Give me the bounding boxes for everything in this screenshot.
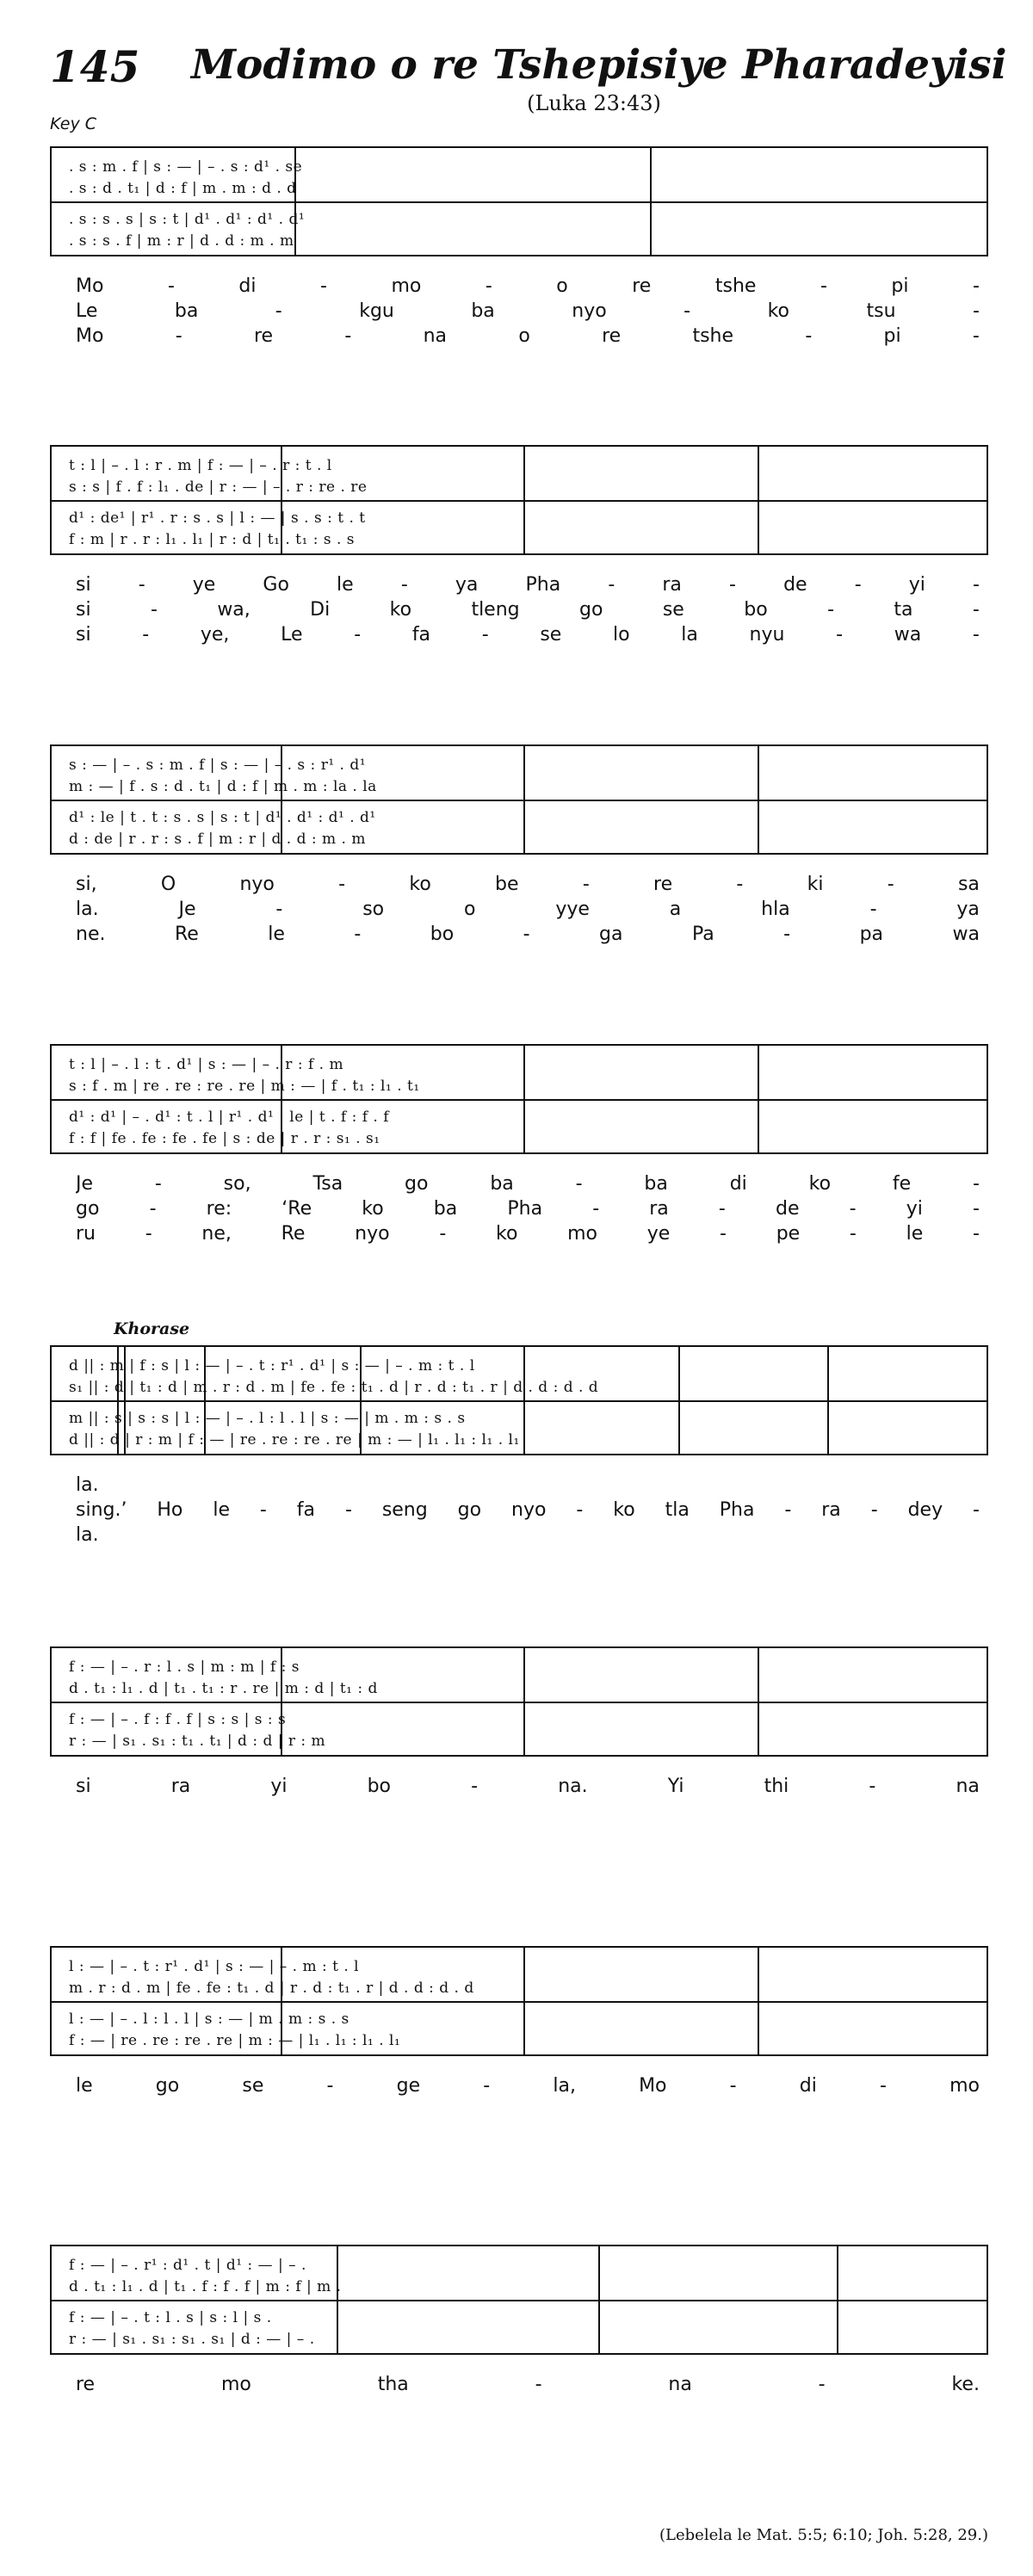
soprano-line: s : — | – . s : m . f | s : — | – . s : r¹ . d¹ xyxy=(69,757,367,774)
lyric-syllable: ya xyxy=(956,899,980,920)
lyric-syllable: ye xyxy=(646,1223,671,1245)
lyric-syllable: ra xyxy=(662,574,682,596)
lyric-verse-3 xyxy=(76,325,980,349)
lyric-syllable: se xyxy=(662,599,684,621)
staff-divider xyxy=(52,800,987,801)
lyric-syllable: ko xyxy=(409,874,431,895)
lyric-syllable: - xyxy=(729,574,736,596)
lyric-syllable: ye xyxy=(192,574,216,596)
lyric-syllable: O xyxy=(160,874,176,895)
bass-line: f : — | re . re : re . re | m : — | l₁ . l₁ : l₁ . l₁ xyxy=(69,2032,401,2049)
lyric-syllable: - xyxy=(149,1198,157,1220)
lyric-syllable: ra xyxy=(170,1776,191,1797)
lyric-syllable: ko xyxy=(495,1223,518,1245)
lyric-syllable: yi xyxy=(270,1776,288,1797)
lyric-syllable: - xyxy=(344,325,352,347)
tenor-line: f : — | – . t : l . s | s : l | s . xyxy=(69,2309,272,2326)
lyric-syllable: fa xyxy=(411,624,431,646)
lyric-syllable: - xyxy=(319,275,327,297)
lyric-syllable: ra xyxy=(821,1499,841,1521)
lyric-syllable: Le xyxy=(281,624,303,646)
lyric-syllable: na xyxy=(423,325,448,347)
lyric-syllable: hla xyxy=(761,899,790,920)
lyric-verse-1 xyxy=(76,574,980,598)
lyric-syllable: - xyxy=(275,300,282,322)
lyric-syllable: le xyxy=(906,1223,924,1245)
sol-fa-system-4 xyxy=(50,1044,988,1154)
lyric-syllable: di xyxy=(799,2075,817,2097)
lyric-syllable: - xyxy=(481,624,489,646)
lyric-syllable: - xyxy=(972,325,980,347)
lyric-verse-1 xyxy=(76,1173,980,1197)
alto-line: m . r : d . m | fe . fe : t₁ . d | r . d : t₁ . r | d . d : d . d xyxy=(69,1980,474,1997)
lyric-syllable: - xyxy=(326,2075,334,2097)
lyric-verse-2 xyxy=(76,1198,980,1222)
lyric-verse-1 xyxy=(76,874,980,898)
lyric-syllable: nyu xyxy=(749,624,785,646)
soprano-line: . s : m . f | s : — | – . s : d¹ . se xyxy=(69,158,303,176)
lyrics-block-3 xyxy=(50,874,988,957)
scripture-reference: (Luka 23:43) xyxy=(527,91,661,115)
lyric-syllable: tleng xyxy=(471,599,520,621)
alto-line: d . t₁ : l₁ . d | t₁ . f : f . f | m : f | m . xyxy=(69,2278,342,2295)
lyric-syllable: ko xyxy=(613,1499,635,1521)
key-signature: Key C xyxy=(50,114,97,133)
lyric-syllable: nyo xyxy=(355,1223,390,1245)
lyric-syllable: Ho xyxy=(157,1499,183,1521)
lyric-syllable: le xyxy=(213,1499,230,1521)
lyrics-block-7 xyxy=(50,2075,988,2109)
lyric-syllable: ko xyxy=(389,599,412,621)
lyric-syllable: - xyxy=(523,924,530,945)
lyric-syllable: - xyxy=(138,574,145,596)
lyric-syllable: ba xyxy=(490,1173,514,1195)
lyric-syllable: o xyxy=(518,325,530,347)
lyric-syllable: - xyxy=(582,874,590,895)
sol-fa-system-6 xyxy=(50,1646,988,1757)
lyric-syllable: si, xyxy=(76,874,97,895)
lyric-syllable: - xyxy=(736,874,744,895)
bass-line: f : f | fe . fe : fe . fe | s : de | r . r : s₁ . s₁ xyxy=(69,1130,380,1147)
lyric-syllable: pa xyxy=(859,924,884,945)
lyric-syllable: - xyxy=(972,599,980,621)
staff-divider xyxy=(52,1099,987,1101)
lyric-syllable: - xyxy=(142,624,150,646)
lyric-syllable: so, xyxy=(223,1173,251,1195)
lyric-syllable: bo xyxy=(430,924,455,945)
lyric-syllable: la. xyxy=(76,1524,99,1546)
alto-line: d . t₁ : l₁ . d | t₁ . t₁ : r . re | m : d | t₁ : d xyxy=(69,1680,378,1697)
lyric-syllable: - xyxy=(784,1499,792,1521)
sol-fa-system-2 xyxy=(50,445,988,555)
lyric-syllable: tsu xyxy=(866,300,896,322)
lyric-syllable: nyo xyxy=(511,1499,547,1521)
staff-divider xyxy=(52,1702,987,1703)
lyric-syllable: - xyxy=(973,574,980,596)
lyric-syllable: go xyxy=(76,1198,100,1220)
lyric-syllable: yi xyxy=(906,1198,923,1220)
lyric-syllable: o xyxy=(464,899,476,920)
lyric-syllable: tshe xyxy=(714,275,757,297)
lyric-syllable: kgu xyxy=(359,300,394,322)
lyric-verse-1 xyxy=(76,1474,980,1498)
lyric-syllable: ya xyxy=(455,574,479,596)
bass-line: f : m | r . r : l₁ . l₁ | r : d | t₁ . t₁ : s . s xyxy=(69,531,356,548)
lyric-syllable: ba xyxy=(433,1198,458,1220)
lyrics-block-8 xyxy=(50,2374,988,2407)
lyric-syllable: bo xyxy=(744,599,768,621)
lyric-syllable: - xyxy=(354,924,362,945)
soprano-line: d || : m | f : s | l : — | – . t : r¹ . d¹ | s : — | – . m : t . l xyxy=(69,1357,475,1374)
lyric-syllable: - xyxy=(972,624,980,646)
lyric-syllable: re xyxy=(632,275,652,297)
lyrics-block-4 xyxy=(50,1173,988,1257)
lyric-syllable: ba xyxy=(471,300,495,322)
staff-divider xyxy=(52,500,987,502)
lyric-syllable: wa xyxy=(952,924,980,945)
lyric-syllable: nyo xyxy=(572,300,607,322)
lyric-syllable: - xyxy=(150,599,158,621)
lyric-syllable: ke. xyxy=(951,2374,980,2395)
lyric-syllable: wa xyxy=(894,624,922,646)
lyrics-block-6 xyxy=(50,1776,988,1809)
soprano-line: t : l | – . l : t . d¹ | s : — | – . r : f . m xyxy=(69,1056,344,1073)
sol-fa-system-3 xyxy=(50,744,988,855)
lyric-syllable: - xyxy=(805,325,813,347)
lyric-syllable: - xyxy=(535,2374,542,2395)
lyric-syllable: so xyxy=(362,899,385,920)
lyric-syllable: - xyxy=(485,275,492,297)
lyric-syllable: - xyxy=(576,1499,584,1521)
lyric-syllable: na xyxy=(956,1776,980,1797)
bass-line: r : — | s₁ . s₁ : t₁ . t₁ | d : d | r : m xyxy=(69,1733,326,1750)
lyric-syllable: Di xyxy=(310,599,331,621)
lyric-syllable: re xyxy=(602,325,622,347)
lyric-syllable: - xyxy=(167,275,175,297)
soprano-line: f : — | – . r¹ : d¹ . t | d¹ : — | – . xyxy=(69,2257,306,2274)
lyric-syllable: la xyxy=(681,624,698,646)
lyric-syllable: - xyxy=(836,624,844,646)
lyric-syllable: le xyxy=(268,924,285,945)
soprano-line: t : l | – . l : r . m | f : — | – . r : t . l xyxy=(69,457,332,474)
lyric-syllable: - xyxy=(575,1173,583,1195)
lyric-syllable: si xyxy=(76,624,91,646)
staff-divider xyxy=(52,201,987,203)
lyrics-block-1 xyxy=(50,275,988,359)
staff-divider xyxy=(52,2300,987,2301)
lyric-syllable: Mo xyxy=(639,2075,667,2097)
lyric-syllable: le xyxy=(76,2075,93,2097)
tenor-line: f : — | – . f : f . f | s : s | s : s xyxy=(69,1711,287,1728)
lyric-syllable: ge xyxy=(396,2075,421,2097)
lyric-syllable: sa xyxy=(957,874,980,895)
hymn-number: 145 xyxy=(50,41,140,92)
lyric-syllable: thi xyxy=(764,1776,789,1797)
lyric-syllable: - xyxy=(973,1173,980,1195)
lyric-verse-2 xyxy=(76,599,980,623)
tenor-line: d¹ : le | t . t : s . s | s : t | d¹ . d¹ : d¹ . d¹ xyxy=(69,809,376,826)
lyric-verse-3 xyxy=(76,624,980,648)
lyric-syllable: - xyxy=(729,2075,737,2097)
lyric-syllable: le xyxy=(337,574,354,596)
lyric-syllable: - xyxy=(592,1198,600,1220)
lyric-syllable: - xyxy=(972,1223,980,1245)
lyric-verse-2 xyxy=(76,1499,980,1523)
lyric-syllable: Pha xyxy=(525,574,561,596)
lyric-syllable: mo xyxy=(949,2075,980,2097)
lyric-syllable: - xyxy=(259,1499,267,1521)
lyric-verse-1 xyxy=(76,1776,980,1800)
lyric-syllable: re xyxy=(653,874,673,895)
lyric-syllable: - xyxy=(854,574,862,596)
lyric-syllable: Mo xyxy=(76,325,104,347)
alto-line: s : s | f . f : l₁ . de | r : — | – . r : re . re xyxy=(69,479,368,496)
lyric-syllable: nyo xyxy=(239,874,275,895)
lyric-syllable: Mo xyxy=(76,275,104,297)
lyric-syllable: se xyxy=(540,624,562,646)
lyric-syllable: - xyxy=(887,874,894,895)
lyric-syllable: - xyxy=(849,1223,857,1245)
lyric-syllable: - xyxy=(720,1223,727,1245)
lyric-syllable: - xyxy=(869,899,877,920)
lyric-syllable: - xyxy=(275,899,283,920)
lyric-verse-1 xyxy=(76,2075,980,2099)
bass-line: . s : s . f | m : r | d . d : m . m xyxy=(69,232,294,250)
lyric-syllable: mo xyxy=(220,2374,251,2395)
lyric-syllable: sing.’ xyxy=(76,1499,127,1521)
lyric-syllable: - xyxy=(684,300,691,322)
lyric-verse-1 xyxy=(76,2374,980,2398)
staff-divider xyxy=(52,2001,987,2003)
tenor-line: . s : s . s | s : t | d¹ . d¹ : d¹ . d¹ xyxy=(69,211,306,228)
lyric-syllable: - xyxy=(870,1499,878,1521)
lyric-syllable: re: xyxy=(206,1198,232,1220)
lyric-syllable: - xyxy=(820,275,827,297)
lyric-syllable: lo xyxy=(613,624,630,646)
lyric-syllable: ko xyxy=(767,300,790,322)
lyric-verse-3 xyxy=(76,1223,980,1247)
lyric-syllable: ki xyxy=(807,874,824,895)
lyric-syllable: la, xyxy=(553,2075,576,2097)
sol-fa-system-8 xyxy=(50,2245,988,2355)
lyric-syllable: ba xyxy=(174,300,199,322)
lyric-syllable: - xyxy=(344,1499,352,1521)
lyrics-block-2 xyxy=(50,574,988,658)
lyric-syllable: ga xyxy=(599,924,623,945)
lyric-syllable: go xyxy=(405,1173,429,1195)
lyric-syllable: ye, xyxy=(200,624,230,646)
lyric-syllable: ta xyxy=(894,599,913,621)
lyric-syllable: - xyxy=(972,275,980,297)
lyric-syllable: mo xyxy=(567,1223,598,1245)
lyric-syllable: - xyxy=(145,1223,152,1245)
lyric-syllable: fa xyxy=(296,1499,316,1521)
lyric-syllable: - xyxy=(827,599,835,621)
lyric-syllable: pe xyxy=(776,1223,801,1245)
lyric-verse-3 xyxy=(76,1524,980,1548)
staff-divider xyxy=(52,1400,987,1402)
alto-line: . s : d . t₁ | d : f | m . m : d . d xyxy=(69,180,297,197)
lyric-syllable: la. xyxy=(76,899,99,920)
tenor-line: d¹ : de¹ | r¹ . r : s . s | l : — | s . s : t . t xyxy=(69,510,366,527)
lyric-syllable: Go xyxy=(263,574,289,596)
tenor-line: m || : s | s : s | l : — | – . l : l . l | s : — | m . m : s . s xyxy=(69,1410,466,1427)
lyric-syllable: na. xyxy=(558,1776,588,1797)
lyric-verse-2 xyxy=(76,300,980,324)
lyric-syllable: - xyxy=(354,624,362,646)
lyric-syllable: ko xyxy=(362,1198,384,1220)
lyric-syllable: Je xyxy=(178,899,196,920)
tenor-line: d¹ : d¹ | – . d¹ : t . l | r¹ . d¹ : le | t . f : f . f xyxy=(69,1109,390,1126)
lyric-syllable: bo xyxy=(367,1776,392,1797)
lyric-syllable: - xyxy=(483,2075,491,2097)
lyric-syllable: Tsa xyxy=(312,1173,343,1195)
bass-line: d || : d | r : m | f : — | re . re : re . re | m : — | l₁ . l₁ : l₁ . l₁ xyxy=(69,1431,520,1449)
bass-line: d : de | r . r : s . f | m : r | d . d : m . m xyxy=(69,831,366,848)
lyric-syllable: Re xyxy=(281,1223,306,1245)
lyric-syllable: di xyxy=(729,1173,747,1195)
lyric-syllable: si xyxy=(76,599,91,621)
lyric-syllable: de xyxy=(783,574,807,596)
lyric-syllable: wa, xyxy=(217,599,251,621)
lyric-syllable: - xyxy=(972,1198,980,1220)
lyric-syllable: ba xyxy=(644,1173,668,1195)
lyric-syllable: - xyxy=(608,574,615,596)
lyric-syllable: tla xyxy=(665,1499,690,1521)
lyric-syllable: Yi xyxy=(667,1776,684,1797)
lyric-syllable: go xyxy=(457,1499,482,1521)
sol-fa-system-1 xyxy=(50,146,988,256)
lyric-syllable: si xyxy=(76,1776,91,1797)
hymn-title: Modimo o re Tshepisiye Pharadeyisi xyxy=(191,41,1007,89)
lyric-syllable: go xyxy=(579,599,603,621)
lyric-syllable: Pha xyxy=(719,1499,755,1521)
lyric-syllable: - xyxy=(973,1499,980,1521)
lyric-syllable: go xyxy=(155,2075,180,2097)
lyric-syllable: - xyxy=(783,924,791,945)
lyric-syllable: a xyxy=(669,899,682,920)
lyric-syllable: ru xyxy=(76,1223,96,1245)
lyric-syllable: di xyxy=(238,275,257,297)
lyric-syllable: - xyxy=(154,1173,162,1195)
footer-reference: (Lebelela le Mat. 5:5; 6:10; Joh. 5:28, 29.) xyxy=(659,2526,988,2544)
lyric-syllable: Le xyxy=(76,300,98,322)
lyric-syllable: la. xyxy=(76,1474,99,1496)
lyric-syllable: yi xyxy=(908,574,925,596)
lyric-syllable: Re xyxy=(174,924,199,945)
lyric-syllable: tshe xyxy=(692,325,734,347)
lyric-syllable: o xyxy=(556,275,568,297)
lyric-syllable: dey xyxy=(907,1499,943,1521)
lyric-syllable: ra xyxy=(649,1198,669,1220)
lyrics-block-5 xyxy=(50,1474,988,1558)
lyric-syllable: ‘Re xyxy=(281,1198,312,1220)
lyric-syllable: mo xyxy=(391,275,422,297)
lyric-syllable: re xyxy=(253,325,274,347)
lyric-syllable: - xyxy=(400,574,408,596)
lyric-syllable: Pa xyxy=(691,924,714,945)
lyric-verse-1 xyxy=(76,275,980,300)
lyric-verse-2 xyxy=(76,899,980,923)
bass-line: r : — | s₁ . s₁ : s₁ . s₁ | d : — | – . xyxy=(69,2331,315,2348)
lyric-syllable: Je xyxy=(76,1173,94,1195)
alto-line: s : f . m | re . re : re . re | m : — | f . t₁ : l₁ . t₁ xyxy=(69,1078,420,1095)
lyric-syllable: - xyxy=(869,1776,876,1797)
lyric-syllable: - xyxy=(338,874,346,895)
lyric-syllable: na xyxy=(668,2374,692,2395)
lyric-syllable: be xyxy=(495,874,519,895)
lyric-syllable: si xyxy=(76,574,91,596)
lyric-syllable: Pha xyxy=(507,1198,543,1220)
sol-fa-system-7 xyxy=(50,1946,988,2056)
lyric-syllable: - xyxy=(818,2374,826,2395)
lyric-syllable: - xyxy=(718,1198,726,1220)
lyric-syllable: - xyxy=(471,1776,479,1797)
chorus-label: Khorase xyxy=(114,1319,190,1338)
lyric-verse-3 xyxy=(76,924,980,948)
alto-line: m : — | f . s : d . t₁ | d : f | m . m : la . la xyxy=(69,778,377,795)
lyric-syllable: - xyxy=(439,1223,447,1245)
lyric-syllable: seng xyxy=(381,1499,428,1521)
lyric-syllable: ne. xyxy=(76,924,106,945)
lyric-syllable: ne, xyxy=(201,1223,232,1245)
lyric-syllable: - xyxy=(879,2075,887,2097)
lyric-syllable: re xyxy=(76,2374,96,2395)
lyric-syllable: tha xyxy=(377,2374,409,2395)
lyric-syllable: se xyxy=(242,2075,264,2097)
lyric-syllable: pi xyxy=(891,275,909,297)
soprano-line: l : — | – . t : r¹ . d¹ | s : — | – . m : t . l xyxy=(69,1958,360,1975)
tenor-line: l : — | – . l : l . l | s : — | m . m : s . s xyxy=(69,2011,349,2028)
lyric-syllable: - xyxy=(972,300,980,322)
lyric-syllable: pi xyxy=(883,325,901,347)
lyric-syllable: yye xyxy=(555,899,590,920)
lyric-syllable: fe xyxy=(892,1173,912,1195)
lyric-syllable: de xyxy=(776,1198,800,1220)
lyric-syllable: - xyxy=(175,325,182,347)
alto-line: s₁ || : d | t₁ : d | m . r : d . m | fe . fe : t₁ . d | r . d : t₁ . r | d . d : d . d xyxy=(69,1379,599,1396)
lyric-syllable: - xyxy=(849,1198,857,1220)
sol-fa-system-5 xyxy=(50,1345,988,1455)
lyric-syllable: ko xyxy=(808,1173,832,1195)
soprano-line: f : — | – . r : l . s | m : m | f : s xyxy=(69,1659,300,1676)
